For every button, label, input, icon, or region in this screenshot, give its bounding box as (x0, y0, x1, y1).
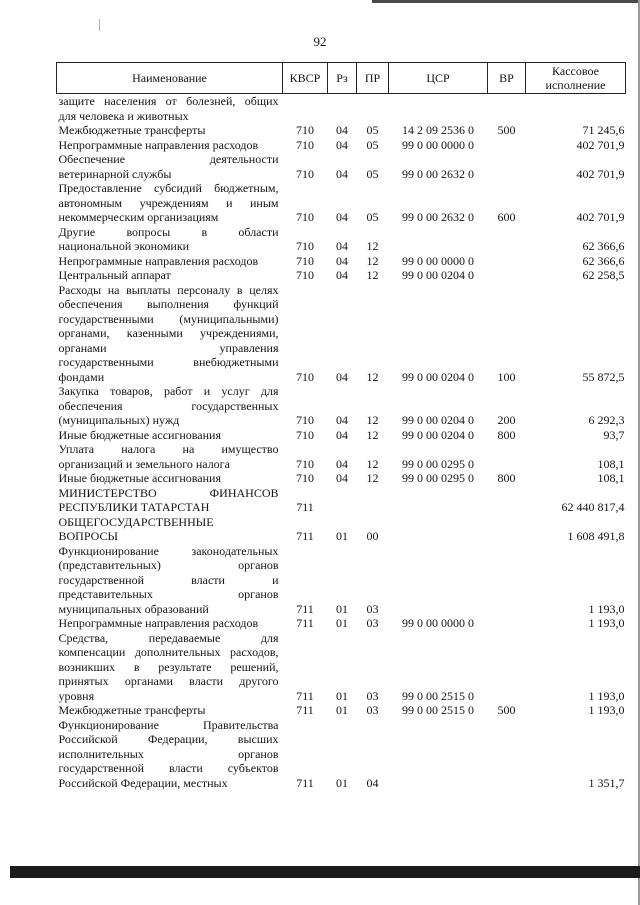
row-rz: 01 (336, 703, 348, 717)
row-rz: 04 (336, 166, 348, 181)
row-name (57, 428, 283, 443)
row-amount: 62 366,6 (582, 239, 625, 253)
row-pr: 12 (366, 413, 379, 427)
row-name-line: фондами (58, 369, 105, 384)
row-vr: 800 (497, 427, 516, 442)
row-pr: 00 (366, 529, 379, 543)
row-pr: 03 (366, 601, 379, 616)
budget-table (56, 62, 626, 790)
row-name (57, 94, 283, 124)
row-name-line: Межбюджетные трансферты (58, 703, 206, 717)
row-kvsr: 710 (296, 456, 314, 471)
scan-mark (99, 19, 100, 31)
row-vr: 800 (497, 471, 516, 485)
row-csr: 99 0 00 2515 0 (402, 688, 474, 703)
scan-top-edge (372, 0, 640, 3)
row-name-line: некоммерческим организациям (58, 210, 219, 224)
row-pr: 05 (366, 123, 379, 137)
row-vr (488, 152, 526, 181)
table-row (57, 616, 626, 631)
scan-bottom-edge (10, 866, 640, 878)
row-name (57, 138, 283, 153)
row-name-line: организаций и земельного налога (58, 456, 230, 471)
row-amount: 402 701,9 (576, 166, 625, 181)
row-amount: 1 351,7 (588, 775, 625, 790)
row-amount: 402 701,9 (576, 210, 625, 224)
row-rz: 04 (336, 253, 348, 268)
row-amount: 62 440 817,4 (561, 500, 625, 514)
table-row (57, 225, 626, 254)
row-csr: 99 0 00 0000 0 (402, 616, 474, 630)
row-name-line: органами управления (58, 340, 279, 355)
row-name (57, 442, 283, 471)
row-amount: 55 872,5 (582, 369, 625, 384)
row-pr: 04 (366, 775, 379, 790)
row-name-line: Российской Федерации, местных (58, 775, 228, 790)
row-name-line: государственными внебюджетными (58, 355, 279, 369)
row-amount: 62 366,6 (582, 253, 625, 268)
row-pr: 12 (366, 369, 379, 384)
row-amount: 62 258,5 (582, 268, 625, 282)
row-rz: 01 (336, 529, 348, 543)
row-kvsr: 710 (296, 413, 314, 427)
row-name (57, 718, 283, 791)
header-amount-line-2: исполнение (545, 78, 606, 92)
row-name-line: государственной власти субъектов (58, 761, 279, 775)
row-name-line: Уплата налога на имущество (58, 442, 279, 456)
row-amount: 1 193,0 (588, 688, 625, 703)
row-name-line: Функционирование законодательных (58, 543, 279, 558)
row-pr (357, 486, 389, 515)
row-csr: 99 0 00 0295 0 (402, 471, 474, 485)
row-vr (488, 225, 526, 254)
row-name (57, 703, 283, 718)
row-kvsr: 711 (296, 775, 314, 790)
row-amount: 402 701,9 (576, 137, 625, 152)
row-vr: 600 (497, 210, 516, 224)
row-name-line: муниципальных образований (58, 601, 209, 616)
row-name (57, 515, 283, 544)
row-name-line: обеспечения государственных (58, 398, 279, 413)
row-name-line: Функционирование Правительства (58, 717, 279, 732)
table-row (57, 471, 626, 486)
row-name-line: (представительных) органов (58, 558, 279, 572)
row-pr: 05 (366, 210, 379, 224)
table-row (57, 384, 626, 428)
row-pr: 03 (366, 688, 379, 703)
row-name-line: Обеспечение деятельности (58, 152, 279, 166)
table-row (57, 428, 626, 443)
row-csr: 99 0 00 2632 0 (402, 166, 474, 181)
row-amount: 108,1 (597, 456, 625, 471)
table-body (57, 94, 626, 791)
row-name (57, 616, 283, 631)
row-pr: 12 (366, 239, 379, 253)
row-csr: 99 0 00 0295 0 (402, 456, 474, 471)
row-name (57, 384, 283, 428)
row-name-line: представительных органов (58, 587, 279, 601)
header-vr: ВР (488, 63, 526, 94)
row-csr: 14 2 09 2536 0 (402, 123, 474, 137)
row-kvsr: 710 (296, 137, 314, 152)
row-vr: 200 (497, 413, 516, 427)
row-vr (488, 631, 526, 704)
row-pr: 12 (366, 456, 379, 471)
row-csr: 99 0 00 0204 0 (402, 369, 474, 384)
row-name-line: для человека и животных (58, 108, 189, 123)
row-name (57, 471, 283, 486)
table-row (57, 515, 626, 544)
row-kvsr: 710 (296, 268, 314, 282)
table-row (57, 138, 626, 153)
row-name-line: Иные бюджетные ассигнования (58, 471, 221, 485)
row-kvsr: 710 (296, 369, 314, 384)
row-name (57, 254, 283, 269)
row-name-line: компенсации дополнительных расходов, (58, 645, 279, 659)
row-pr: 12 (366, 427, 379, 442)
row-rz (328, 486, 357, 515)
row-name-line: Предоставление субсидий бюджетным, (58, 181, 279, 195)
row-rz: 01 (336, 775, 348, 790)
row-name-line: Непрограммные направления расходов (58, 137, 259, 152)
row-name-line: ВОПРОСЫ (58, 529, 118, 543)
row-name (57, 225, 283, 254)
row-kvsr: 711 (296, 601, 314, 616)
page-number: 92 (313, 34, 327, 49)
table-header-row (57, 63, 626, 94)
row-name (57, 486, 283, 515)
row-name-line: исполнительных органов (58, 746, 279, 761)
row-name-line: автономным учреждениям и иным (58, 195, 279, 210)
row-pr: 03 (366, 703, 379, 717)
row-rz: 04 (336, 471, 348, 485)
row-kvsr: 711 (296, 500, 314, 514)
row-rz: 01 (336, 688, 348, 703)
row-name-line: национальной экономики (58, 239, 190, 253)
table-row (57, 718, 626, 791)
table-row (57, 123, 626, 138)
row-amount: 6 292,3 (588, 413, 625, 427)
row-amount: 1 608 491,8 (567, 529, 625, 543)
row-amount: 1 193,0 (588, 601, 625, 616)
row-kvsr: 710 (296, 239, 314, 253)
row-name (57, 283, 283, 385)
row-name-line: Средства, передаваемые для (58, 630, 279, 645)
row-rz: 01 (336, 616, 348, 630)
row-kvsr (283, 94, 328, 124)
row-name-line: (муниципальных) нужд (58, 413, 180, 427)
row-name (57, 123, 283, 138)
row-rz: 04 (336, 268, 348, 282)
row-name (57, 152, 283, 181)
header-pr: ПР (357, 63, 389, 94)
row-rz: 01 (336, 601, 348, 616)
row-name-line: принятых органами власти другого (58, 674, 279, 688)
row-kvsr: 710 (296, 253, 314, 268)
row-pr: 03 (366, 616, 379, 630)
row-rz: 04 (336, 239, 348, 253)
row-csr: 99 0 00 0204 0 (402, 413, 474, 427)
row-kvsr: 710 (296, 471, 314, 485)
row-vr (488, 515, 526, 544)
row-csr: 99 0 00 2632 0 (402, 210, 474, 224)
row-rz: 04 (336, 369, 348, 384)
row-kvsr: 711 (296, 616, 314, 630)
row-vr: 500 (497, 123, 516, 137)
row-rz: 04 (336, 413, 348, 427)
row-name-line: ОБЩЕГОСУДАРСТВЕННЫЕ (58, 514, 214, 529)
row-kvsr: 711 (296, 529, 314, 543)
row-amount: 1 193,0 (588, 616, 625, 630)
row-rz: 04 (336, 137, 348, 152)
row-pr: 12 (366, 268, 379, 282)
row-name (57, 631, 283, 704)
row-name-line: Расходы на выплаты персоналу в целях (58, 282, 279, 297)
row-csr (389, 515, 488, 544)
row-amount: 108,1 (597, 471, 625, 485)
header-amount-line-1: Кассовое (552, 63, 599, 78)
row-name (57, 181, 283, 225)
header-rz: Рз (328, 63, 357, 94)
row-name (57, 268, 283, 283)
row-name-line: РЕСПУБЛИКИ ТАТАРСТАН (58, 500, 210, 514)
table-row (57, 152, 626, 181)
row-rz: 04 (336, 123, 348, 137)
row-name-line: Непрограммные направления расходов (58, 253, 259, 268)
row-vr (488, 486, 526, 515)
row-rz: 04 (336, 210, 348, 224)
row-csr: 99 0 00 2515 0 (402, 703, 474, 717)
row-pr: 12 (366, 471, 379, 485)
row-vr (488, 138, 526, 153)
row-pr: 12 (366, 253, 379, 268)
row-amount: 1 193,0 (588, 703, 625, 717)
row-vr (488, 254, 526, 269)
row-vr (488, 718, 526, 791)
row-name-line: уровня (58, 688, 95, 703)
row-amount (526, 94, 626, 124)
row-kvsr: 710 (296, 166, 314, 181)
table-row (57, 268, 626, 283)
row-csr (389, 718, 488, 791)
row-kvsr: 711 (296, 688, 314, 703)
table-row (57, 181, 626, 225)
header-amount (526, 63, 626, 94)
row-pr: 05 (366, 166, 379, 181)
table-row (57, 544, 626, 617)
row-name-line: Непрограммные направления расходов (58, 616, 259, 630)
row-amount: 93,7 (603, 427, 625, 442)
row-pr: 05 (366, 137, 379, 152)
row-name-line: возникших в результате решений, (58, 659, 279, 674)
row-name-line: ветеринарной службы (58, 166, 172, 181)
row-vr (488, 94, 526, 124)
table-row (57, 631, 626, 704)
table-row (57, 254, 626, 269)
row-csr: 99 0 00 0000 0 (402, 137, 474, 152)
header-kvsr: КВСР (283, 63, 328, 94)
row-rz: 04 (336, 427, 348, 442)
row-kvsr: 711 (296, 703, 314, 717)
row-name-line: Центральный аппарат (58, 268, 171, 282)
header-name: Наименование (57, 63, 283, 94)
row-vr (488, 544, 526, 617)
row-csr: 99 0 00 0000 0 (402, 253, 474, 268)
row-csr (389, 486, 488, 515)
row-csr: 99 0 00 0204 0 (402, 268, 474, 282)
row-kvsr: 710 (296, 427, 314, 442)
table-row (57, 442, 626, 471)
row-name-line: органами, казенными учреждениями, (58, 326, 279, 340)
row-kvsr: 710 (296, 123, 314, 137)
row-csr (389, 225, 488, 254)
row-csr: 99 0 00 0204 0 (402, 427, 474, 442)
table-row (57, 703, 626, 718)
header-csr: ЦСР (389, 63, 488, 94)
row-vr: 500 (497, 703, 516, 717)
row-pr (357, 94, 389, 124)
row-csr (389, 544, 488, 617)
table-row (57, 283, 626, 385)
row-csr (389, 94, 488, 124)
table-row (57, 486, 626, 515)
row-name-line: Закупка товаров, работ и услуг для (58, 384, 279, 398)
row-vr (488, 616, 526, 631)
row-name-line: Иные бюджетные ассигнования (58, 427, 221, 442)
row-rz (328, 94, 357, 124)
row-vr (488, 268, 526, 283)
row-name (57, 544, 283, 617)
row-name-line: государственными (муниципальными) (58, 311, 279, 326)
row-amount: 71 245,6 (582, 123, 625, 137)
row-name-line: защите населения от болезней, общих (58, 94, 279, 108)
row-rz: 04 (336, 456, 348, 471)
row-name-line: Российской Федерации, высших (58, 732, 279, 746)
row-vr: 100 (497, 369, 516, 384)
table-row (57, 94, 626, 124)
row-name-line: Межбюджетные трансферты (58, 123, 206, 137)
row-name-line: Другие вопросы в области (58, 224, 279, 239)
row-name-line: обеспечения выполнения функций (58, 297, 279, 311)
row-kvsr: 710 (296, 210, 314, 224)
row-vr (488, 442, 526, 471)
row-name-line: государственной власти и (58, 572, 279, 587)
row-name-line: МИНИСТЕРСТВО ФИНАНСОВ (58, 485, 279, 500)
